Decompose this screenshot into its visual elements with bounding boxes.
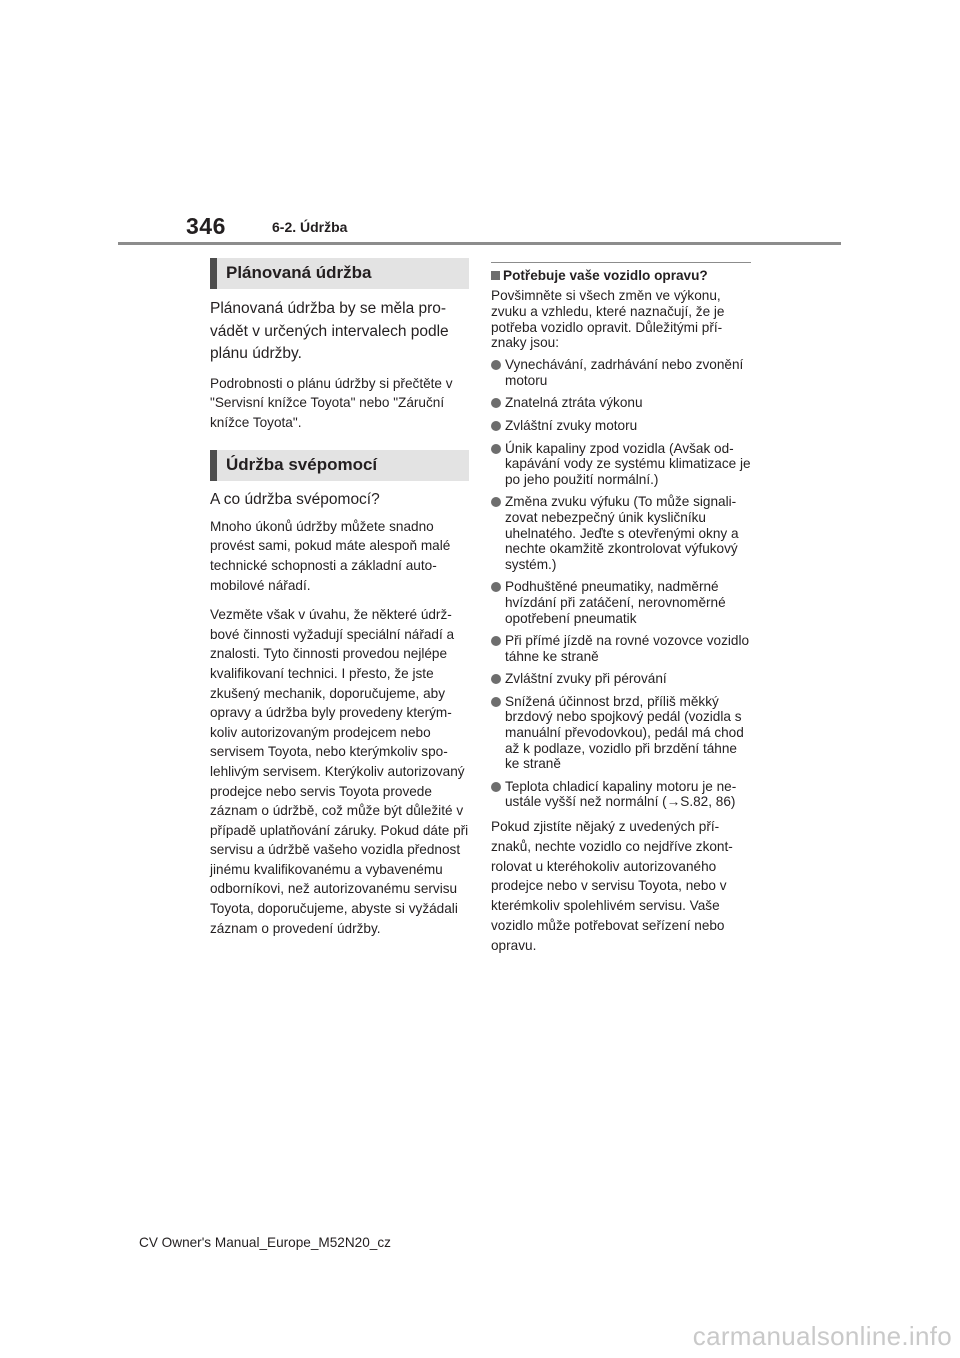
symptom-text: Snížená účinnost brzd, příliš měkký brzdový nebo spojkový pedál (vozidla s manuální převodovkou), pedál má chod až k podlaze, vozidlo při brzdění táhne ke straně [505,693,744,772]
diy-maintenance-text-1: Mnoho úkonů údržby můžete snadno provést sami, pokud máte alespoň malé technické schopnosti a základní automobilové nářadí. [210,518,451,593]
planned-maintenance-heading: Plánovaná údržba [210,258,469,289]
symptom-text: Podhuštěné pneumatiky, nadměrné hvízdání při zatáčení, nerovnoměrné opotřebení pneumatik [505,579,726,626]
footer-manual-id: CV Owner's Manual_Europe_M52N20_cz [139,1235,391,1250]
diy-maintenance-heading: Údržba svépomocí [210,450,469,481]
symptom-text: Teplota chladicí kapaliny motoru je neustále vyšší než normální (→S.82, 86) [505,778,737,810]
bullet-dot-icon [491,674,501,684]
symptom-text: Únik kapaliny zpod vozidla (Avšak odkapávání vody ze systému klimatizace je po jeho použití normální.) [505,440,751,487]
list-item [491,633,751,664]
list-item [491,395,751,411]
repair-needed-heading-text: Potřebuje vaše vozidlo opravu? [503,268,708,283]
repair-closing-text: Pokud zjistíte nějaký z uvedených příznaků, nechte vozidlo co nejdříve zkontrolovat u kteréhokoliv autorizovaného prodejce nebo v servisu Toyota, nebo v kterémkoliv spolehlivém servisu. Vaše vozidlo může potřebovat seřízení nebo opravu. [491,819,733,953]
bullet-dot-icon [491,421,501,431]
right-column [491,262,751,969]
bullet-dot-icon [491,360,501,370]
bullet-dot-icon [491,582,501,592]
repair-needed-intro: Povšimněte si všech změn ve výkonu, zvuku a vzhledu, které naznačují, že je potřeba vozidlo opravit. Důležitými příznaky jsou: [491,288,725,351]
square-bullet-icon [491,271,500,280]
bullet-dot-icon [491,444,501,454]
symptom-text: Vynechávání, zadrhávání nebo zvonění motoru [505,357,744,388]
bullet-dot-icon [491,697,501,707]
header-divider [118,242,841,245]
diy-maintenance-lead: A co údržba svépomocí? [210,491,380,509]
symptom-text: Znatelná ztráta výkonu [505,395,643,411]
symptom-text: Zvláštní zvuky motoru [505,417,638,433]
section-title: 6-2. Údržba [272,219,348,235]
symptom-text: Změna zvuku výfuku (To může signalizovat nebezpečný únik kysličníku uhelnatého. Jeďte s otevřenými okny a nechte okamžitě zkontrolovat výfukový systém.) [505,494,739,572]
repair-needed-heading [491,262,751,285]
list-item [491,418,751,434]
list-item [491,694,751,772]
planned-maintenance-lead: Plánovaná údržba by se měla provádět v určených intervalech podle plánu údržby. [210,300,449,362]
left-column [210,258,469,948]
list-item [491,579,751,626]
bullet-dot-icon [491,782,501,792]
symptom-text: Zvláštní zvuky při pérování [505,671,667,687]
symptom-text: Při přímé jízdě na rovné vozovce vozidlo táhne ke straně [505,633,750,664]
page-number: 346 [186,213,226,239]
list-item [491,357,751,388]
list-item [491,671,751,687]
bullet-dot-icon [491,497,501,507]
list-item [491,494,751,572]
list-item [491,779,751,810]
symptom-list [491,357,751,810]
watermark[interactable]: carmanualsonline.info [692,1321,952,1351]
bullet-dot-icon [491,398,501,408]
planned-maintenance-text: Podrobnosti o plánu údržby si přečtěte v "Servisní knížce Toyota" nebo "Záruční knížce Toyota". [210,375,453,430]
diy-maintenance-text-2: Vezměte však v úvahu, že některé údržbové činnosti vyžadují speciální nářadí a znalosti. Tyto činnosti provedou nejlépe kvalifikovaní technici. I přesto, že jste zkušený mechanik, doporučujeme, aby opravy a údržba byly provedeny kterýmkoliv autorizovaným prodejcem nebo servisem Toyota, nebo kterýmkoliv spolehlivým servisem. Kterýkoliv autorizovaný prodejce nebo servis Toyota provede záznam o údržbě, což může být důležité v případě uplatňování záruky. Pokud dáte při servisu a údržbě vašeho vozidla přednost jinému kvalifikovanému a vybavenému odborníkovi, než autorizovanému servisu Toyota, doporučujeme, abyste si vyžádali záznam o provedení údržby. [210,607,469,936]
bullet-dot-icon [491,636,501,646]
list-item [491,441,751,488]
